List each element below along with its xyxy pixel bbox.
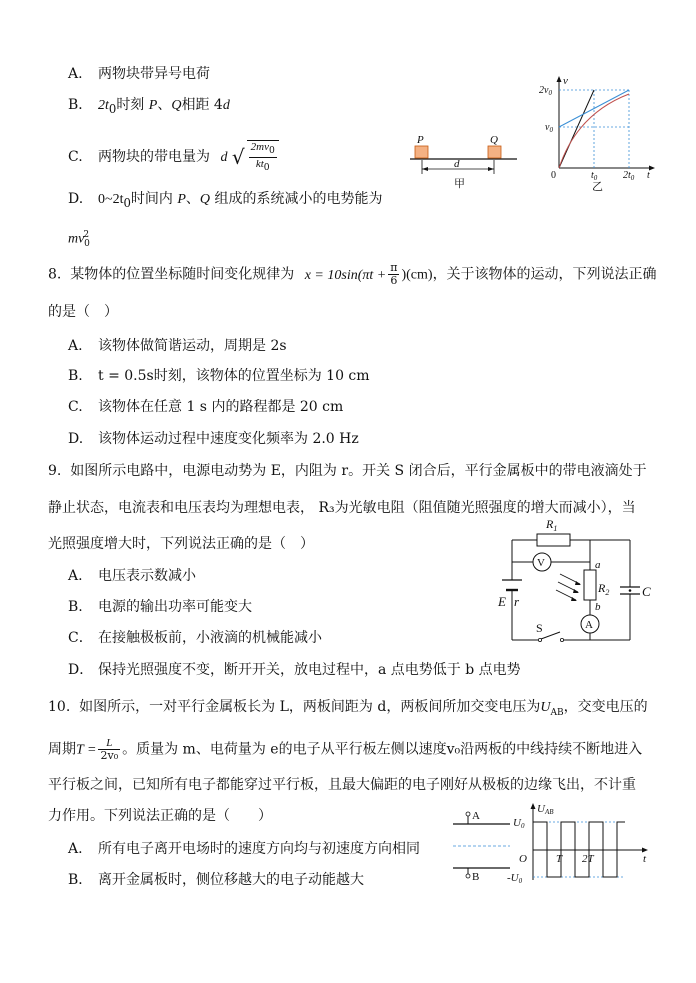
circuit-r2-label: $R_2$ bbox=[598, 581, 610, 597]
circuit-a-point: a bbox=[595, 559, 601, 571]
q9-option-c: C． 在接触极板前，小液滴的机械能减小 bbox=[68, 630, 322, 646]
fig-yi-v0-label: $v_0$ bbox=[545, 122, 553, 134]
circuit-voltmeter: V bbox=[537, 557, 545, 569]
fig-jia-q-label: Q bbox=[490, 134, 498, 146]
circuit-b-point: b bbox=[595, 601, 601, 613]
fig-jia-p-label: P bbox=[417, 134, 424, 146]
circuit-r-label: r bbox=[514, 594, 520, 609]
q7-option-b: B． $2t_0$时刻 P、Q相距 4d bbox=[68, 97, 230, 116]
q10-option-b: B． 离开金属板时，侧位移越大的电子动能越大 bbox=[68, 872, 364, 888]
fig-yi-2v0-label: $2v_0$ bbox=[539, 85, 552, 97]
figure-jia bbox=[405, 132, 520, 192]
circuit-c-label: C bbox=[642, 584, 651, 599]
q9-option-a: A. 电压表示数减小 bbox=[68, 568, 196, 584]
q9-option-d: D． 保持光照强度不变，断开开关，放电过程中，a 点电势低于 b 点电势 bbox=[68, 662, 521, 678]
graph-uab-axis: UAB bbox=[537, 803, 554, 816]
fig-yi-v-axis: v bbox=[563, 75, 568, 87]
q7-option-d: D. $0\sim 2t_0$时间内 P、Q 组成的系统减小的电势能为 bbox=[68, 191, 383, 210]
q10-stem-line1: 10. 如图所示，一对平行金属板长为 L，两板间距为 d，两板间所加交变电压为$U_{AB}$，交变电压的 bbox=[48, 699, 648, 718]
circuit-e-label: E bbox=[498, 594, 506, 609]
fig-jia-caption: 甲 bbox=[454, 178, 465, 190]
graph-u0-label: U0 bbox=[513, 817, 525, 830]
q7-option-d-cont: $mv^2_0$ bbox=[68, 230, 90, 250]
fig-yi-t-axis: t bbox=[647, 170, 650, 181]
fig-yi-origin: 0 bbox=[551, 170, 556, 181]
q7-option-c: C. 两物块的带电量为 d √ $\frac{2mv_0}{kt_0}$ bbox=[68, 140, 279, 174]
circuit-r1-label: $R_1$ bbox=[546, 517, 558, 533]
q9-option-b: B. 电源的输出功率可能变大 bbox=[68, 599, 252, 615]
circuit-ammeter: A bbox=[585, 619, 593, 631]
q9-stem-line2: 静止状态，电流表和电压表均为理想电表， R₃为光敏电阻（阻值随光照强度的增大而减小），当 bbox=[48, 500, 636, 516]
q10-stem-line4: 力作用。下列说法正确的是（ ） bbox=[48, 808, 272, 824]
q8-stem-line1: 8. 某物体的位置坐标随时间变化规律为 x = 10sin(πt + $\frac{\pi}{6}$ )(cm)，关于该物体的运动，下列说法正确 bbox=[48, 261, 657, 287]
figure-voltage-graph bbox=[505, 800, 655, 885]
q10-option-a: A. 所有电子离开电场时的速度方向均与初速度方向相同 bbox=[68, 841, 420, 857]
q8-stem-line2: 的是（ ） bbox=[48, 304, 118, 320]
graph-t-label: T bbox=[556, 853, 563, 865]
figure-circuit bbox=[492, 512, 657, 650]
fig-jia-d-label: d bbox=[454, 158, 460, 170]
q9-stem-line3: 光照强度增大时，下列说法正确的是（ ） bbox=[48, 536, 314, 552]
graph-2t-label: 2T bbox=[582, 853, 594, 865]
graph-t-axis: t bbox=[643, 853, 647, 865]
graph-neg-u0-label: -U0 bbox=[507, 872, 523, 885]
q10-stem-line2: 周期T = $\frac{L}{\text{2v₀}}$ 。质量为 m、电荷量为 e的电子从平行板左侧以速度v₀沿两板的中线持续不断地进入 bbox=[48, 737, 643, 762]
q8-option-a: A. 该物体做简谐运动，周期是 2s bbox=[68, 338, 287, 354]
fig-yi-2t0-label: $2t_0$ bbox=[623, 170, 635, 182]
q7-option-a: A. 两物块带异号电荷 bbox=[68, 66, 210, 82]
circuit-s-label: S bbox=[536, 621, 543, 635]
q8-option-c: C. 该物体在任意 1 s 内的路程都是 20 cm bbox=[68, 399, 344, 415]
plate-a-label: A bbox=[472, 810, 480, 822]
fig-yi-caption: 乙 bbox=[592, 181, 603, 192]
q8-option-b: B. t = 0.5s时刻，该物体的位置坐标为 10 cm bbox=[68, 368, 370, 384]
q9-stem-line1: 9. 如图所示电路中，电源电动势为 E，内阻为 r。开关 S 闭合后，平行金属板中的带电液滴处于 bbox=[48, 463, 647, 479]
plate-b-label: B bbox=[472, 871, 480, 882]
figure-yi bbox=[537, 74, 657, 192]
graph-origin: O bbox=[519, 853, 527, 865]
fig-yi-t0-label: $t_0$ bbox=[591, 170, 598, 182]
q8-option-d: D. 该物体运动过程中速度变化频率为 2.0 Hz bbox=[68, 431, 359, 447]
q10-stem-line3: 平行板之间，已知所有电子都能穿过平行板，且最大偏距的电子刚好从极板的边缘飞出，不计重 bbox=[48, 777, 636, 793]
